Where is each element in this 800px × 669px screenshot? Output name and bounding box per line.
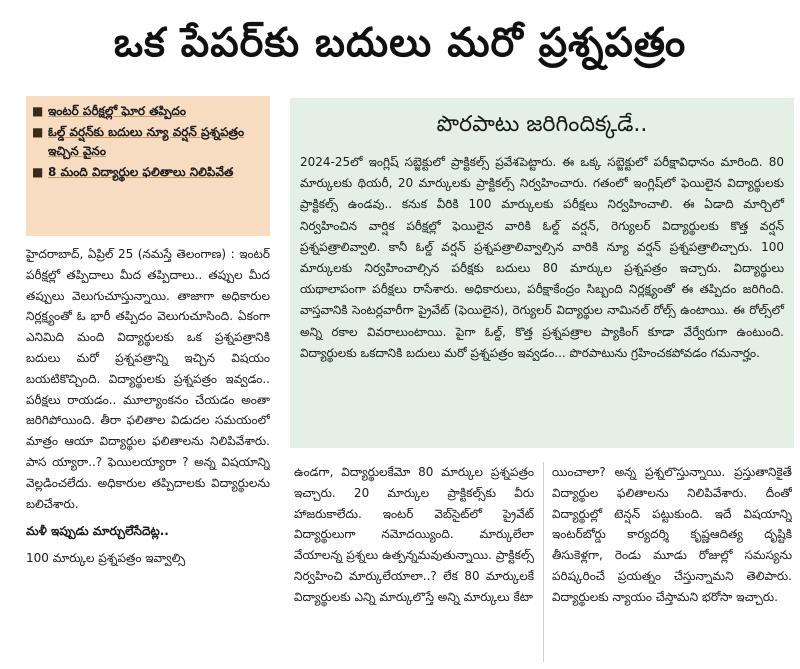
highlight-text: ఇంటర్ పరీక్షల్లో ఘోర తప్పిదం bbox=[48, 104, 186, 118]
right-column: యించాలా? అన్న ప్రశ్నలొస్తున్నాయి. ప్రస్తుతానికైతే విద్యార్థుల ఫలితాలను నిలిపివేశారు. దీంతో విద్యార్థుల్లో టెన్షన్ పట్టుకుంది. ఇదే విషయాన్ని ఇంటర్‌బోర్డు కార్యదర్శి కృష్ణఆదిత్య దృష్టికి తీసుకెళ్లగా, రెండు మూడు రోజుల్లో సమస్యను పరిష్కరించే ప్రయత్నం చేస్తున్నామని తెలిపారు. విద్యార్థులకు న్యాయం చేస్తామని భరోసా ఇచ్చారు. bbox=[552, 465, 792, 604]
sidebar-box bbox=[290, 98, 794, 448]
square-bullet-icon: ■ bbox=[32, 104, 44, 118]
box-heading: పొరపాటు జరిగిందిక్కడే.. bbox=[436, 112, 648, 137]
square-bullet-icon: ■ bbox=[32, 125, 44, 139]
highlight-item bbox=[32, 123, 264, 161]
highlights-box bbox=[26, 96, 270, 236]
column-divider bbox=[543, 462, 544, 662]
highlight-text: 8 మంది విద్యార్థుల ఫలితాలు నిలిపివేత bbox=[48, 165, 234, 179]
page-headline: ఒక పేపర్‌కు బదులు మరో ప్రశ్నపత్రం bbox=[113, 20, 687, 66]
left-paragraph: హైదరాబాద్, ఏప్రిల్ 25 (నమస్తే తెలంగాణ) : ఇంటర్ పరీక్షల్లో తప్పిదాలు మీద తప్పిదాలు.. తప్పుల మీద తప్పులు వెలుగుచూస్తున్నాయి. తాజాగా అధికారుల నిర్లక్ష్యంతో ఓ భారీ తప్పిదం వెలుగుచూసింది. ఏకంగా ఎనిమిది మంది విద్యార్థులకు ఒక ప్రశ్నపత్రానికి బదులు మరో ప్రశ్నపత్రాన్ని ఇచ్చిన విషయం బయటికొచ్చింది. విద్యార్థులకు ప్రశ్నపత్రం ఇవ్వడం.. పరీక్షలు రాయడం.. మూల్యాంకనం చేయడం అంతా జరిగిపోయింది. తీరా ఫలితాల విడుదల సమయంలో మాత్రం ఆయా విద్యార్థుల ఫలితాలను నిలిపివేశారు. పాస య్యారా..? ఫెయిలయ్యారా ? అన్న విషయాన్ని వెల్లడించలేదు. అధికారుల తప్పిదాలకు విద్యార్థులను బలిచేశారు. bbox=[26, 247, 270, 511]
left-paragraph-2: 100 మార్కుల ప్రశ్నపత్రం ఇవ్వాల్సి bbox=[26, 551, 186, 566]
box-body: 2024-25లో ఇంగ్లిష్ సబ్జెక్టులో ప్రాక్టికల్స్ ప్రవేశపెట్టారు. ఈ ఒక్క సబ్జెక్టులో పరీక్షావిధానం మారింది. 80 మార్కులకు థియరీ, 20 మార్కులకు ప్రాక్టికల్స్ నిర్వహించారు. గతంలో ఇంగ్లిష్‌లో ఫెయిలైన విద్యార్థులకు ప్రాక్టికల్స్ ఉండవు.. కనుక వీరికి 100 మార్కులకు పరీక్షలు నిర్వహించాలి. ఈ ఏడాది మార్చిలో నిర్వహించిన వార్షిక పరీక్షల్లో ఫెయిలైన వారికి ఓల్డ్ వర్షన్, రెగ్యులర్ విద్యార్థులకు కొత్త వర్షన్ ప్రశ్నపత్రాలివ్వాలి. కానీ ఓల్డ్ వర్షన్ ప్రశ్నపత్రాలివ్వాల్సిన వారికి న్యూ వర్షన్ ప్రశ్నపత్రాలిచ్చారు. 100 మార్కులకు నిర్వహించాల్సిన పరీక్షకు బదులు 80 మార్కుల ప్రశ్నపత్రం ఇచ్చారు. విద్యార్థులు యథాలాపంగా పరీక్షలు రాసేశారు. అధికారులు, పరీక్షాకేంద్రం సిబ్బంది నిర్లక్ష్యంతో ఈ తప్పిదం జరిగింది. వాస్తవానికి సెంటర్లవారీగా ప్రైవేట్ (ఫెయిలైన), రెగ్యులర్ విద్యార్థుల నామినల్ రోల్స్ ఉంటాయి. ఈ రోల్స్‌లో అన్ని రకాల వివరాలుంటాయి. పైగా ఓల్డ్, కొత్త ప్రశ్నపత్రాల ప్యాకింగ్ కూడా వేర్వేరుగా ఉంటుంది. విద్యార్థులకు ఒకదానికి బదులు మరో ప్రశ్నపత్రం ఇవ్వడం... పొరపాటును గ్రహించకపోవడం గమనార్హం. bbox=[300, 155, 784, 360]
highlight-item bbox=[32, 102, 264, 121]
square-bullet-icon: ■ bbox=[32, 165, 44, 179]
subheading: మళీ ఇప్పుడు మార్చులేసేదెట్ల.. bbox=[26, 524, 169, 539]
middle-column: ఉండగా, విద్యార్థులకేమో 80 మార్కుల ప్రశ్నపత్రం ఇచ్చారు. 20 మార్కుల ప్రాక్టికల్స్‌కు వీరు హాజరుకాలేదు. ఇంటర్ వెబ్‌సైట్‌లో ప్రైవేట్ విద్యార్థులుగా నమోదయ్యింది. మార్కులేలా వేయాలన్న ప్రశ్నలు ఉత్పన్నమవుతున్నాయి. ప్రాక్టికల్స్ నిర్వహించి మార్కులేయాలా..? లేక 80 మార్కులకే విద్యార్థులకు ఎన్ని మార్కులొస్తే అన్ని మార్కులు కేటా bbox=[294, 465, 534, 604]
left-column bbox=[26, 244, 270, 669]
highlight-text: ఓల్డ్ వర్షన్‌కు బదులు న్యూ వర్షన్ ప్రశ్నపత్రం ఇచ్చిన వైనం bbox=[48, 125, 245, 158]
highlight-item bbox=[32, 163, 264, 182]
